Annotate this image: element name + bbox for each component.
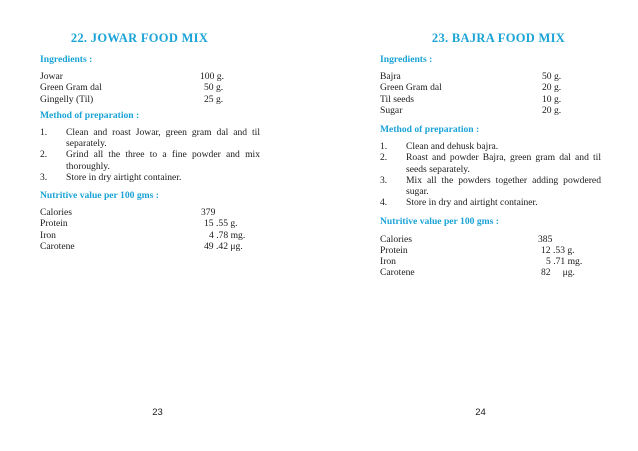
ingredient-row <box>380 71 601 82</box>
nutrient-name: Carotene <box>40 240 75 252</box>
step-text: Store in dry and airtight container. <box>406 197 538 209</box>
nutrient-name: Calories <box>40 207 72 219</box>
ingredient-name: Green Gram dal <box>40 82 102 94</box>
step-text: Mix all the powders together adding powdered sugar. <box>406 174 601 197</box>
nutrition-list <box>40 207 260 252</box>
step-text: Roast and powder Bajra, green gram dal and til seeds separately. <box>406 152 601 175</box>
step-item <box>380 141 601 152</box>
nutrient-name: Iron <box>380 255 396 267</box>
ingredient-row <box>380 82 601 93</box>
ingredient-qty: 20 g. <box>542 104 562 116</box>
ingredient-name: Sugar <box>380 104 403 116</box>
step-text: Clean and dehusk bajra. <box>406 141 499 153</box>
nutrient-value: 379 <box>201 207 216 219</box>
step-item <box>40 172 260 183</box>
ingredient-row <box>380 94 601 105</box>
method-steps <box>40 127 260 183</box>
ingredient-row <box>40 82 260 93</box>
step-item <box>380 197 601 208</box>
nutrition-list <box>380 234 601 279</box>
page-number: 23 <box>152 407 163 418</box>
nutrition-row <box>380 245 601 256</box>
step-number: 3. <box>380 174 388 186</box>
step-item <box>40 149 260 171</box>
ingredients-list <box>380 71 601 116</box>
page-number: 24 <box>475 407 486 418</box>
ingredient-name: Til seeds <box>380 93 415 105</box>
nutrient-value: 82 μg. <box>541 267 575 279</box>
nutrition-row <box>40 207 260 218</box>
ingredient-qty: 100 g. <box>200 71 224 83</box>
step-item <box>380 152 601 174</box>
recipe-title: 23. BAJRA FOOD MIX <box>431 31 566 45</box>
step-number: 2. <box>40 149 48 161</box>
nutrition-row <box>40 241 260 252</box>
nutrition-row <box>380 234 601 245</box>
nutrient-name: Protein <box>40 218 68 230</box>
nutrient-name: Protein <box>380 244 408 256</box>
nutrition-row <box>40 218 260 229</box>
ingredient-row <box>40 71 260 82</box>
nutrition-row <box>40 230 260 241</box>
ingredients-list <box>40 71 260 105</box>
ingredient-row <box>380 105 601 116</box>
step-text: Store in dry airtight container. <box>66 171 182 183</box>
ingredient-row <box>40 94 260 105</box>
ingredients-heading: Ingredients : <box>40 54 93 65</box>
nutrient-value: 49 .42 μg. <box>204 240 243 252</box>
step-number: 2. <box>380 152 388 164</box>
ingredient-qty: 10 g. <box>542 93 562 105</box>
step-number: 1. <box>40 126 48 138</box>
nutrient-name: Iron <box>40 229 56 241</box>
nutrition-row <box>380 267 601 278</box>
ingredients-heading: Ingredients : <box>380 54 433 65</box>
step-number: 1. <box>380 141 388 153</box>
step-item <box>40 127 260 149</box>
ingredient-qty: 20 g. <box>542 82 562 94</box>
step-number: 3. <box>40 171 48 183</box>
nutrient-value: 5 .71 mg. <box>546 255 583 267</box>
step-text: Clean and roast Jowar, green gram dal and til separately. <box>66 126 260 150</box>
ingredient-name: Green Gram dal <box>380 82 442 94</box>
nutrient-value: 12 .53 g. <box>541 244 575 256</box>
nutrient-name: Calories <box>380 233 412 245</box>
recipe-title: 22. JOWAR FOOD MIX <box>70 31 209 45</box>
step-number: 4. <box>380 197 388 209</box>
nutrition-row <box>380 256 601 267</box>
method-heading: Method of preparation : <box>40 109 140 121</box>
recipe-content <box>40 54 260 252</box>
ingredient-qty: 25 g. <box>204 93 224 105</box>
ingredient-name: Bajra <box>380 71 401 83</box>
step-text: Grind all the three to a fine powder and mix thoroughly. <box>66 149 260 172</box>
method-heading: Method of preparation : <box>380 123 480 135</box>
nutrient-value: 385 <box>538 233 553 245</box>
step-item <box>380 175 601 197</box>
nutrient-name: Carotene <box>380 267 415 279</box>
ingredient-name: Gingelly (Til) <box>40 93 94 105</box>
ingredient-qty: 50 g. <box>542 71 562 83</box>
right-page <box>319 0 638 451</box>
nutrient-value: 4 .78 mg. <box>209 229 246 241</box>
ingredient-qty: 50 g. <box>204 82 224 94</box>
ingredient-name: Jowar <box>40 71 63 83</box>
method-steps <box>380 141 601 208</box>
nutrition-heading: Nutritive value per 100 gms : <box>40 189 159 201</box>
recipe-content <box>380 54 601 278</box>
nutrition-heading: Nutritive value per 100 gms : <box>380 216 499 228</box>
nutrient-value: 15 .55 g. <box>204 218 238 230</box>
